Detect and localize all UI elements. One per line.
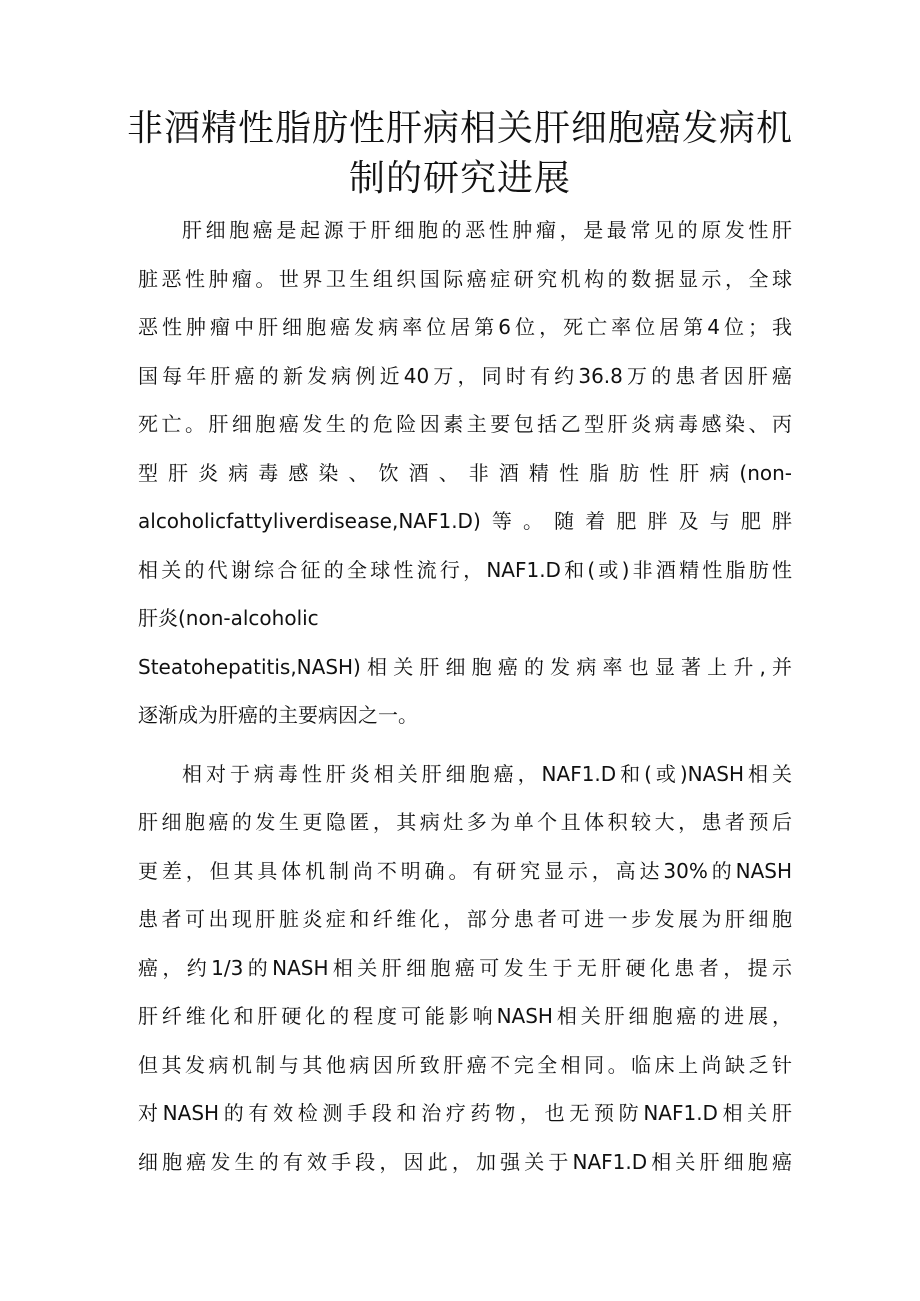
text-line: 更差，但其具体机制尚不明确。有研究显示，高达30%的NASH [138, 858, 792, 883]
text-line: 国每年肝癌的新发病例近40万，同时有约36.8万的患者因肝癌 [138, 363, 792, 388]
text-line: 细胞癌发生的有效手段，因此，加强关于NAF1.D相关肝细胞癌 [138, 1149, 792, 1174]
paragraph-spacer [138, 740, 792, 750]
text-line: 肝炎(non-alcoholic [138, 606, 319, 630]
text-line: 逐渐成为肝癌的主要病因之一。 [138, 703, 418, 727]
document-body [138, 206, 792, 1186]
document-title [120, 104, 800, 204]
text-line: 癌，约1/3的NASH相关肝细胞癌可发生于无肝硬化患者，提示 [138, 955, 792, 980]
paragraph-2 [138, 750, 792, 1187]
text-line: 脏恶性肿瘤。世界卫生组织国际癌症研究机构的数据显示，全球 [138, 266, 792, 291]
text-line: Steatohepatitis,NASH)相关肝细胞癌的发病率也显著上升,并 [138, 654, 792, 679]
text-line: 对NASH的有效检测手段和治疗药物，也无预防NAF1.D相关肝 [138, 1101, 792, 1125]
title-line: 制的研究进展 [348, 158, 571, 199]
text-line: 但其发病机制与其他病因所致肝癌不完全相同。临床上尚缺乏针 [138, 1052, 792, 1077]
text-line: 相关的代谢综合征的全球性流行，NAF1.D和(或)非酒精性脂肪性 [138, 557, 792, 582]
text-line: 患者可出现肝脏炎症和纤维化，部分患者可进一步发展为肝细胞 [138, 907, 792, 931]
text-line: 死亡。肝细胞癌发生的危险因素主要包括乙型肝炎病毒感染、丙 [138, 412, 792, 436]
text-line: 肝纤维化和肝硬化的程度可能影响NASH相关肝细胞癌的进展， [138, 1004, 792, 1028]
title-line: 非酒精性脂肪性肝病相关肝细胞癌发病机 [126, 108, 793, 149]
text-line: 肝细胞癌的发生更隐匿，其病灶多为单个且体积较大，患者预后 [138, 810, 792, 834]
text-line: 恶性肿瘤中肝细胞癌发病率位居第6位，死亡率位居第4位；我 [138, 315, 792, 339]
text-line: 相对于病毒性肝炎相关肝细胞癌，NAF1.D和(或)NASH相关 [182, 761, 792, 786]
text-line: alcoholicfattyliverdisease,NAF1.D)等。随着肥胖及与肥胖 [138, 509, 792, 533]
paragraph-1 [138, 206, 792, 740]
text-line: 肝细胞癌是起源于肝细胞的恶性肿瘤，是最常见的原发性肝 [182, 218, 792, 242]
text-line: 型肝炎病毒感染、饮酒、非酒精性脂肪性肝病(non- [138, 460, 792, 485]
